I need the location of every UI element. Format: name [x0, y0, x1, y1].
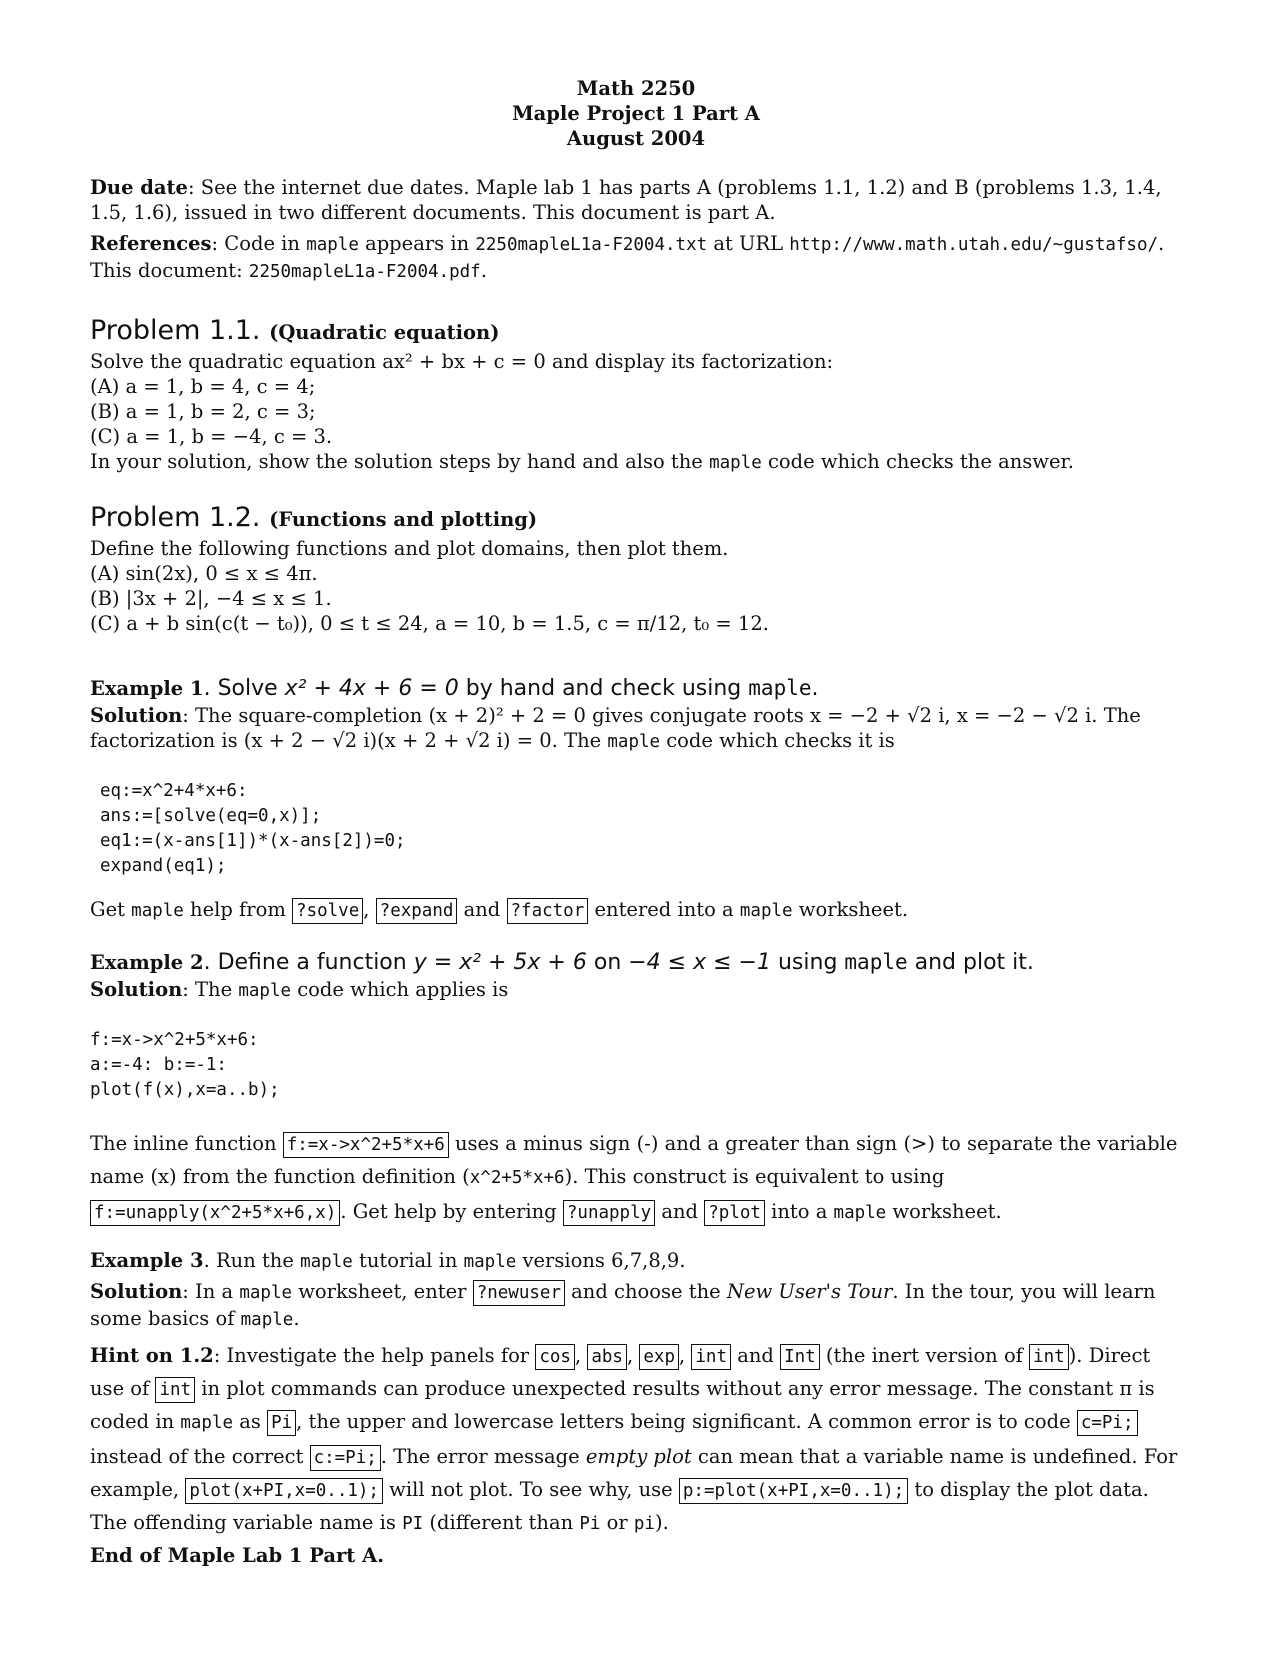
example-1-help-line	[90, 893, 1182, 928]
hint-text: in plot commands can produce unexpected results without any error message. The constant π is coded in	[90, 1377, 1155, 1433]
pi-constant-code[interactable]: Pi	[267, 1410, 296, 1436]
solution-text: code which checks it is	[660, 729, 895, 752]
hint-text: ,	[678, 1344, 692, 1367]
document-page	[90, 72, 1182, 1568]
cos-help-panel[interactable]: cos	[535, 1344, 575, 1370]
explanation-text: ). This construct is equivalent to using	[564, 1165, 945, 1188]
example-2-title: and plot it.	[907, 950, 1034, 975]
empty-plot-message: empty plot	[585, 1445, 692, 1468]
problem-1-2-item-a: (A) sin(2x), 0 ≤ x ≤ 4π.	[90, 562, 318, 585]
references-paragraph	[90, 231, 1182, 285]
int-command[interactable]: int	[155, 1377, 195, 1403]
example-1-code-block: eq:=x^2+4*x+6: ans:=[solve(eq=0,x)]; eq1:=(x-ans[1])*(x-ans[2])=0; expand(eq1);	[100, 781, 406, 876]
references-text: . This document:	[90, 232, 1165, 282]
hint-text: , the upper and lowercase letters being significant. A common error is to code	[296, 1410, 1077, 1433]
problem-1-1-item-c: (C) a = 1, b = −4, c = 3.	[90, 425, 333, 448]
example-1-solution	[90, 703, 1182, 755]
references-label: References	[90, 232, 212, 255]
example-3-text: versions 6,7,8,9.	[516, 1249, 686, 1272]
example-1-title: .	[811, 676, 819, 701]
solution-text: : The	[182, 978, 239, 1001]
problem-1-1-heading	[90, 315, 1182, 349]
hint-text: (the inert version of	[819, 1344, 1030, 1367]
maple-keyword: maple	[239, 1283, 293, 1303]
example-2-label: Example 2	[90, 951, 204, 974]
help-text: and	[457, 898, 507, 921]
solution-label: Solution	[90, 1280, 183, 1303]
example-1-label: Example 1	[90, 677, 204, 700]
inert-int-help-panel[interactable]: Int	[780, 1344, 820, 1370]
example-2-title: . Define a function	[203, 950, 414, 975]
example-3-label: Example 3	[90, 1249, 204, 1272]
hint-paragraph	[90, 1339, 1182, 1541]
end-of-lab-text: End of Maple Lab 1 Part A.	[90, 1544, 384, 1567]
plot-help-command[interactable]: ?plot	[704, 1200, 765, 1226]
code-file-name: 2250mapleL1a-F2004.txt	[475, 235, 708, 255]
solution-text: and choose the	[564, 1280, 727, 1303]
closing-text: code which checks the answer.	[761, 450, 1074, 473]
explanation-text: into a	[764, 1200, 834, 1223]
example-2-title: on	[586, 950, 629, 975]
explanation-text: The inline function	[90, 1132, 283, 1155]
end-of-lab	[90, 1543, 1182, 1568]
hint-text: as	[233, 1410, 268, 1433]
abs-help-panel[interactable]: abs	[587, 1344, 627, 1370]
expand-help-command[interactable]: ?expand	[376, 898, 458, 924]
solution-text: : In a	[182, 1280, 240, 1303]
course-title: Math 2250	[576, 77, 696, 100]
example-1-title: . Solve	[203, 676, 285, 701]
help-text: Get	[90, 898, 132, 921]
example-2-domain: −4 ≤ x ≤ −1	[628, 950, 771, 975]
help-text: ,	[363, 898, 376, 921]
solution-text: . In the tour, you will learn some basics of	[90, 1280, 1156, 1330]
new-users-tour-name: New User's Tour	[726, 1280, 893, 1303]
example-2-title: using	[770, 950, 845, 975]
maple-keyword: maple	[739, 901, 793, 921]
example-1-title: by hand and check using	[458, 676, 749, 701]
example-2-code-block: f:=x->x^2+5*x+6: a:=-4: b:=-1: plot(f(x),x=a..b);	[90, 1030, 280, 1100]
solve-help-command[interactable]: ?solve	[292, 898, 363, 924]
int-help-panel[interactable]: int	[691, 1344, 731, 1370]
problem-1-1-closing	[90, 449, 1182, 476]
reference-url[interactable]: http://www.math.utah.edu/~gustafso/	[789, 235, 1159, 255]
example-1-equation: x² + 4x + 6 = 0	[284, 676, 459, 701]
function-definition-code: x^2+5*x+6	[469, 1168, 565, 1188]
variable-pi: pi	[633, 1514, 655, 1534]
maple-keyword: maple	[238, 981, 292, 1001]
factor-help-command[interactable]: ?factor	[507, 898, 589, 924]
maple-keyword: maple	[607, 732, 661, 752]
hint-text: instead of the correct	[90, 1445, 310, 1468]
hint-text: . The error message	[380, 1445, 586, 1468]
example-3-solution	[90, 1279, 1182, 1333]
hint-text: : Investigate the help panels for	[213, 1344, 536, 1367]
failing-plot-code[interactable]: plot(x+PI,x=0..1);	[185, 1478, 383, 1504]
maple-keyword: maple	[306, 235, 359, 255]
solution-text: : The square-completion (x + 2)² + 2 = 0 gives conjugate roots x = −2 + √2 i, x = −2 − √2 i. The factorization is (x + 2 − √2 i)(x + 2 + √2 i) = 0. The	[90, 704, 1141, 752]
problem-1-1-intro: Solve the quadratic equation ax² + bx + c = 0 and display its factorization:	[90, 350, 834, 373]
maple-keyword: maple	[748, 676, 812, 700]
explanation-text: worksheet.	[886, 1200, 1002, 1223]
unapply-help-command[interactable]: ?unapply	[563, 1200, 655, 1226]
references-text: at URL	[707, 232, 790, 255]
example-2-solution	[90, 977, 1182, 1004]
hint-text: can mean that a variable name is undefined. For example,	[90, 1445, 1178, 1501]
hint-text: ,	[626, 1344, 640, 1367]
solution-label: Solution	[90, 704, 183, 727]
hint-text: to display the plot data. The offending variable name is	[90, 1478, 1149, 1534]
explanation-text: . Get help by entering	[340, 1200, 563, 1223]
example-3-heading	[90, 1248, 1182, 1275]
problem-1-1-title: Problem 1.1.	[90, 315, 261, 346]
int-command[interactable]: int	[1029, 1344, 1069, 1370]
hint-text: ).	[654, 1511, 669, 1534]
due-date-text: : See the internet due dates. Maple lab 1 has parts A (problems 1.1, 1.2) and B (problems 1.3, 1.4, 1.5, 1.6), issued in two different documents. This document is part A.	[90, 176, 1162, 224]
explanation-text: and	[655, 1200, 705, 1223]
hint-text: and	[731, 1344, 781, 1367]
help-text: help from	[183, 898, 293, 921]
references-text: appears in	[358, 232, 476, 255]
references-text: : Code in	[211, 232, 307, 255]
hint-text: or	[600, 1511, 634, 1534]
document-header	[90, 76, 1182, 151]
maple-keyword: maple	[709, 453, 762, 473]
variable-PI: PI	[402, 1514, 424, 1534]
solution-text: code which applies is	[291, 978, 509, 1001]
example-2-heading	[90, 948, 1182, 977]
project-title: Maple Project 1 Part A	[512, 102, 760, 125]
plot-data-code[interactable]: p:=plot(x+PI,x=0..1);	[679, 1478, 908, 1504]
maple-keyword: maple	[131, 901, 184, 921]
references-text: .	[480, 259, 487, 282]
problem-1-2-heading	[90, 502, 1182, 536]
maple-keyword: maple	[300, 1252, 353, 1272]
due-date-label: Due date	[90, 176, 188, 199]
solution-label: Solution	[90, 978, 183, 1001]
variable-Pi: Pi	[579, 1514, 601, 1534]
problem-1-1-item-b: (B) a = 1, b = 2, c = 3;	[90, 400, 316, 423]
maple-keyword: maple	[240, 1310, 294, 1330]
explanation-text: uses a minus sign (-) and a greater than sign (>) to separate the variable name (x) from the function definition (	[90, 1132, 1178, 1188]
due-date-paragraph	[90, 175, 1182, 225]
maple-keyword: maple	[844, 950, 908, 974]
example-2-explanation	[90, 1127, 1182, 1230]
wrong-assignment-code[interactable]: c=Pi;	[1077, 1410, 1138, 1436]
example-2-equation: y = x² + 5x + 6	[413, 950, 587, 975]
example-3-text: tutorial in	[352, 1249, 464, 1272]
project-date: August 2004	[566, 127, 706, 150]
problem-1-2-intro: Define the following functions and plot domains, then plot them.	[90, 537, 729, 560]
problem-1-2-item-b: (B) |3x + 2|, −4 ≤ x ≤ 1.	[90, 587, 332, 610]
hint-text: (different than	[423, 1511, 580, 1534]
correct-assignment-code[interactable]: c:=Pi;	[310, 1445, 381, 1471]
problem-1-2-title: Problem 1.2.	[90, 502, 261, 533]
help-text: worksheet.	[792, 898, 909, 921]
problem-1-1-item-a: (A) a = 1, b = 4, c = 4;	[90, 375, 316, 398]
pdf-file-name: 2250mapleL1a-F2004.pdf	[248, 262, 481, 282]
inline-function-code[interactable]: f:=x->x^2+5*x+6	[283, 1132, 449, 1158]
newuser-help-command[interactable]: ?newuser	[473, 1280, 565, 1306]
help-text: entered into a	[588, 898, 740, 921]
problem-1-2-subtitle: (Functions and plotting)	[269, 508, 538, 531]
hint-text: ,	[574, 1344, 588, 1367]
exp-help-panel[interactable]: exp	[639, 1344, 679, 1370]
hint-text: will not plot. To see why, use	[382, 1478, 679, 1501]
closing-text: In your solution, show the solution steps by hand and also the	[90, 450, 710, 473]
problem-1-2-item-c: (C) a + b sin(c(t − t₀)), 0 ≤ t ≤ 24, a = 10, b = 1.5, c = π/12, t₀ = 12.	[90, 612, 769, 635]
example-3-text: . Run the	[203, 1249, 301, 1272]
solution-text: worksheet, enter	[292, 1280, 473, 1303]
hint-text: ). Direct use of	[90, 1344, 1151, 1400]
maple-keyword: maple	[833, 1203, 887, 1223]
unapply-code[interactable]: f:=unapply(x^2+5*x+6,x)	[90, 1200, 340, 1226]
problem-1-1-subtitle: (Quadratic equation)	[269, 321, 500, 344]
example-1-heading	[90, 674, 1182, 703]
solution-text: .	[293, 1307, 300, 1330]
maple-keyword: maple	[180, 1413, 234, 1433]
maple-keyword: maple	[463, 1252, 517, 1272]
hint-label: Hint on 1.2	[90, 1344, 214, 1367]
